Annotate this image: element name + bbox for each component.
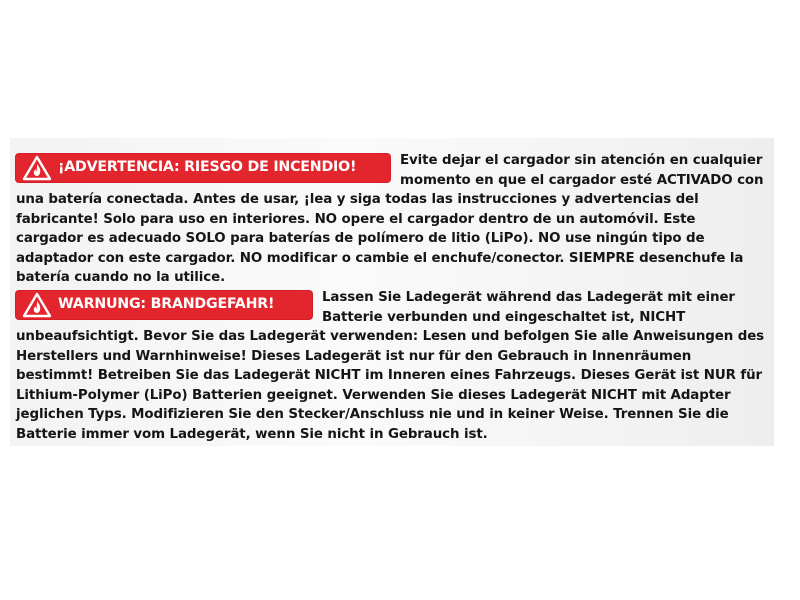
warning-text-spanish: Evite dejar el cargador sin atención en cualquier momento en que el cargador esté ACTIVADO con una batería conectada. Antes de usar, ¡lea y siga todas las instrucciones y advertencias del fabricante! Solo para uso en interiores. NO opere el cargador dentro de un automóvil. Este cargador es adecuado SOLO para baterías de polímero de litio (LiPo). NO use ningún tipo de adaptador con este cargador. NO modificar o cambie el enchufe/conector. SIEMPRE desenchufe la batería cuando no la utilice.: [16, 153, 764, 285]
fire-hazard-triangle-icon: [22, 155, 52, 181]
warning-text-german: Lassen Sie Ladegerät während das Ladegerät mit einer Batterie verbunden und eingeschaltet ist, NICHT unbeaufsichtigt. Bevor Sie das Ladegerät verwenden: Lesen und befolgen Sie alle Anweisungen des Herstellers und Warnhinweise! Dieses Ladegerät ist nur für den Gebrauch in Innenräumen bestimmt! Betreiben Sie das Ladegerät NICHT im Inneren eines Fahrzeugs. Dieses Gerät ist NUR für Lithium-Polymer (LiPo) Batterien geeignet. Verwenden Sie dieses Ladegerät NICHT mit Adapter jeglichen Typs. Modifizieren Sie den Stecker/Anschluss nie und in keiner Weise. Trennen Sie die Batterie immer vom Ladegerät, wenn Sie nicht in Gebrauch ist.: [16, 290, 765, 442]
fire-hazard-triangle-icon: [22, 292, 52, 318]
warning-block-spanish: [16, 151, 766, 288]
warning-block-german: [16, 288, 766, 444]
warning-badge-spanish: [16, 154, 390, 182]
warning-badge-german: [16, 291, 312, 319]
warning-heading-german: WARNUNG: BRANDGEFAHR!: [58, 296, 275, 313]
warning-heading-spanish: ¡ADVERTENCIA: RIESGO DE INCENDIO!: [58, 159, 357, 176]
